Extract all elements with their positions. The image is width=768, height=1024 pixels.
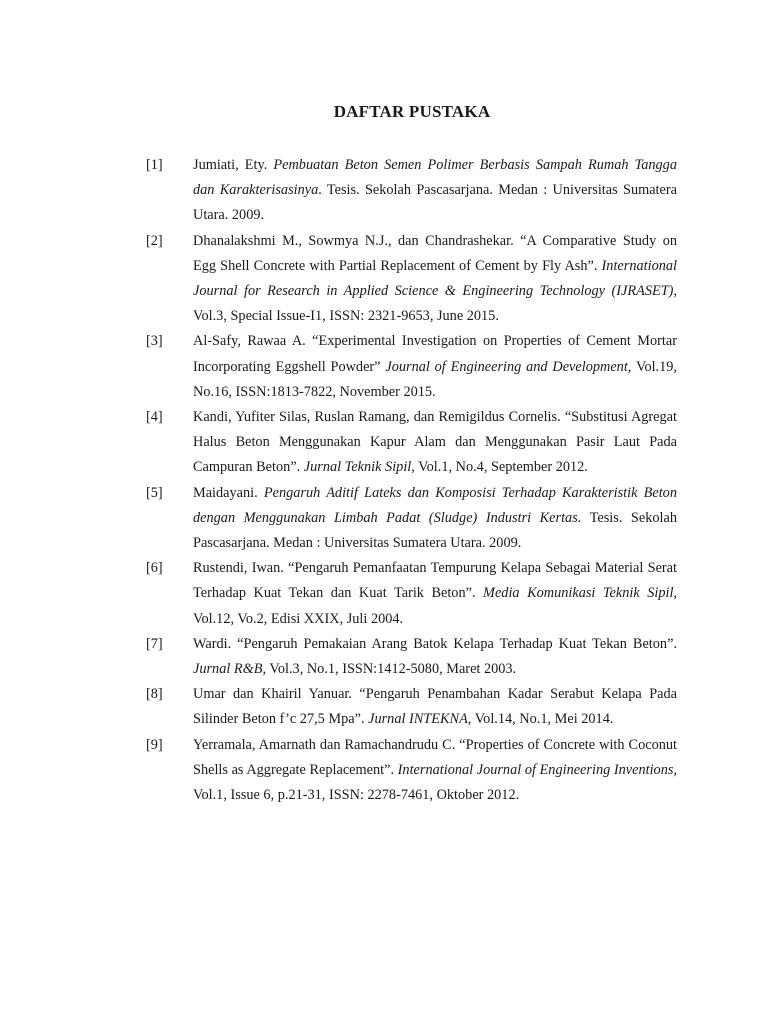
reference-text xyxy=(193,682,677,732)
reference-text-segment: Maidayani. xyxy=(193,484,264,501)
reference-item xyxy=(146,682,677,732)
reference-text-segment: Rustendi, Iwan. “Pengaruh Pemanfaatan Tempurung Kelapa Sebagai Material Serat Terhadap Kuat Tekan dan Kuat Tarik Beton”. xyxy=(193,560,677,602)
reference-item xyxy=(146,229,677,330)
reference-title-italic: Jurnal Teknik Sipil, xyxy=(303,459,415,476)
reference-title-italic: Journal of Engineering and Development, xyxy=(385,358,632,375)
reference-title-italic: International Journal for Research in Applied Science & Engineering Technology (IJRASET) xyxy=(193,257,677,300)
reference-number: [9] xyxy=(146,736,163,753)
reference-text xyxy=(193,229,677,330)
reference-text-segment: Umar dan Khairil Yanuar. “Pengaruh Penambahan Kadar Serabut Kelapa Pada Silinder Beton f’c 27,5 Mpa”. xyxy=(193,686,677,728)
reference-number: [7] xyxy=(146,635,163,652)
reference-text-segment: . Tesis. Sekolah Pascasarjana. Medan : Universitas Sumatera Utara. 2009. xyxy=(193,182,677,224)
reference-text-segment: Al-Safy, Rawaa A. “Experimental Investigation on Properties of Cement Mortar Incorporating Eggshell Powder” xyxy=(193,333,677,375)
reference-text-segment: Yerramala, Amarnath dan Ramachandrudu C. “Properties of Concrete with Coconut Shells as Aggregate Replacement”. xyxy=(193,736,677,778)
reference-item xyxy=(146,329,677,405)
reference-text-segment: Tesis. Sekolah Pascasarjana. Medan : Universitas Sumatera Utara. 2009. xyxy=(193,509,677,552)
reference-text-segment: Vol.19, No.16, ISSN:1813-7822, November 2015. xyxy=(193,358,678,400)
reference-text-segment: Wardi. “Pengaruh Pemakaian Arang Batok Kelapa Terhadap Kuat Tekan Beton”. xyxy=(193,635,677,652)
reference-number: [6] xyxy=(146,560,163,577)
reference-number: [2] xyxy=(146,232,163,249)
reference-list xyxy=(146,153,677,808)
reference-title-italic: Jurnal INTEKNA, xyxy=(368,711,472,728)
reference-text xyxy=(193,153,677,229)
reference-number: [3] xyxy=(146,333,163,350)
reference-number: [8] xyxy=(146,686,163,703)
reference-title-italic: Pengaruh Aditif Lateks dan Komposisi Terhadap Karakteristik Beton dengan Menggunakan Limbah Padat (Sludge) Industri Kertas. xyxy=(193,484,677,526)
reference-number: [1] xyxy=(146,157,163,173)
reference-text-segment: Vol.1, Issue 6, p.21-31, ISSN: 2278-7461, Oktober 2012. xyxy=(193,787,520,804)
reference-item xyxy=(146,733,677,809)
reference-title-italic: International Journal of Engineering Inventions, xyxy=(397,761,677,778)
reference-item xyxy=(146,405,677,481)
reference-item xyxy=(146,632,677,682)
reference-text-segment: Vol.12, Vo.2, Edisi XXIX, Juli 2004. xyxy=(193,610,404,627)
reference-number: [4] xyxy=(146,409,163,426)
reference-item xyxy=(146,556,677,632)
reference-text xyxy=(193,405,677,481)
reference-text-segment: Dhanalakshmi M., Sowmya N.J., dan Chandrashekar. “A Comparative Study on Egg Shell Concrete with Partial Replacement of Cement by Fly Ash”. xyxy=(193,232,677,274)
reference-text-segment: Jumiati, Ety. xyxy=(193,157,274,173)
page-title: DAFTAR PUSTAKA xyxy=(333,102,491,121)
reference-text-segment: Vol.14, No.1, Mei 2014. xyxy=(471,711,614,728)
reference-title-italic: Pembuatan Beton Semen Polimer Berbasis Sampah Rumah Tangga dan Karakterisasinya xyxy=(193,157,677,199)
reference-text-segment: , Vol.3, Special Issue-I1, ISSN: 2321-9653, June 2015. xyxy=(193,283,677,325)
reference-item xyxy=(146,153,677,229)
reference-text xyxy=(193,556,677,632)
reference-text-segment: Kandi, Yufiter Silas, Ruslan Ramang, dan Remigildus Cornelis. “Substitusi Agregat Halus Beton Menggunakan Kapur Alam dan Menggunakan Pasir Laut Pada Campuran Beton”. xyxy=(193,409,677,476)
reference-text-segment: Vol.3, No.1, ISSN:1412-5080, Maret 2003. xyxy=(266,661,517,678)
reference-title-italic: Media Komunikasi Teknik Sipil, xyxy=(483,585,678,602)
reference-text xyxy=(193,733,677,809)
reference-number: [5] xyxy=(146,484,163,501)
reference-text xyxy=(193,481,677,557)
reference-text-segment: Vol.1, No.4, September 2012. xyxy=(414,459,588,476)
reference-text xyxy=(193,329,677,405)
reference-title-italic: Jurnal R&B, xyxy=(193,661,267,678)
reference-text xyxy=(193,632,677,682)
reference-item xyxy=(146,481,677,557)
